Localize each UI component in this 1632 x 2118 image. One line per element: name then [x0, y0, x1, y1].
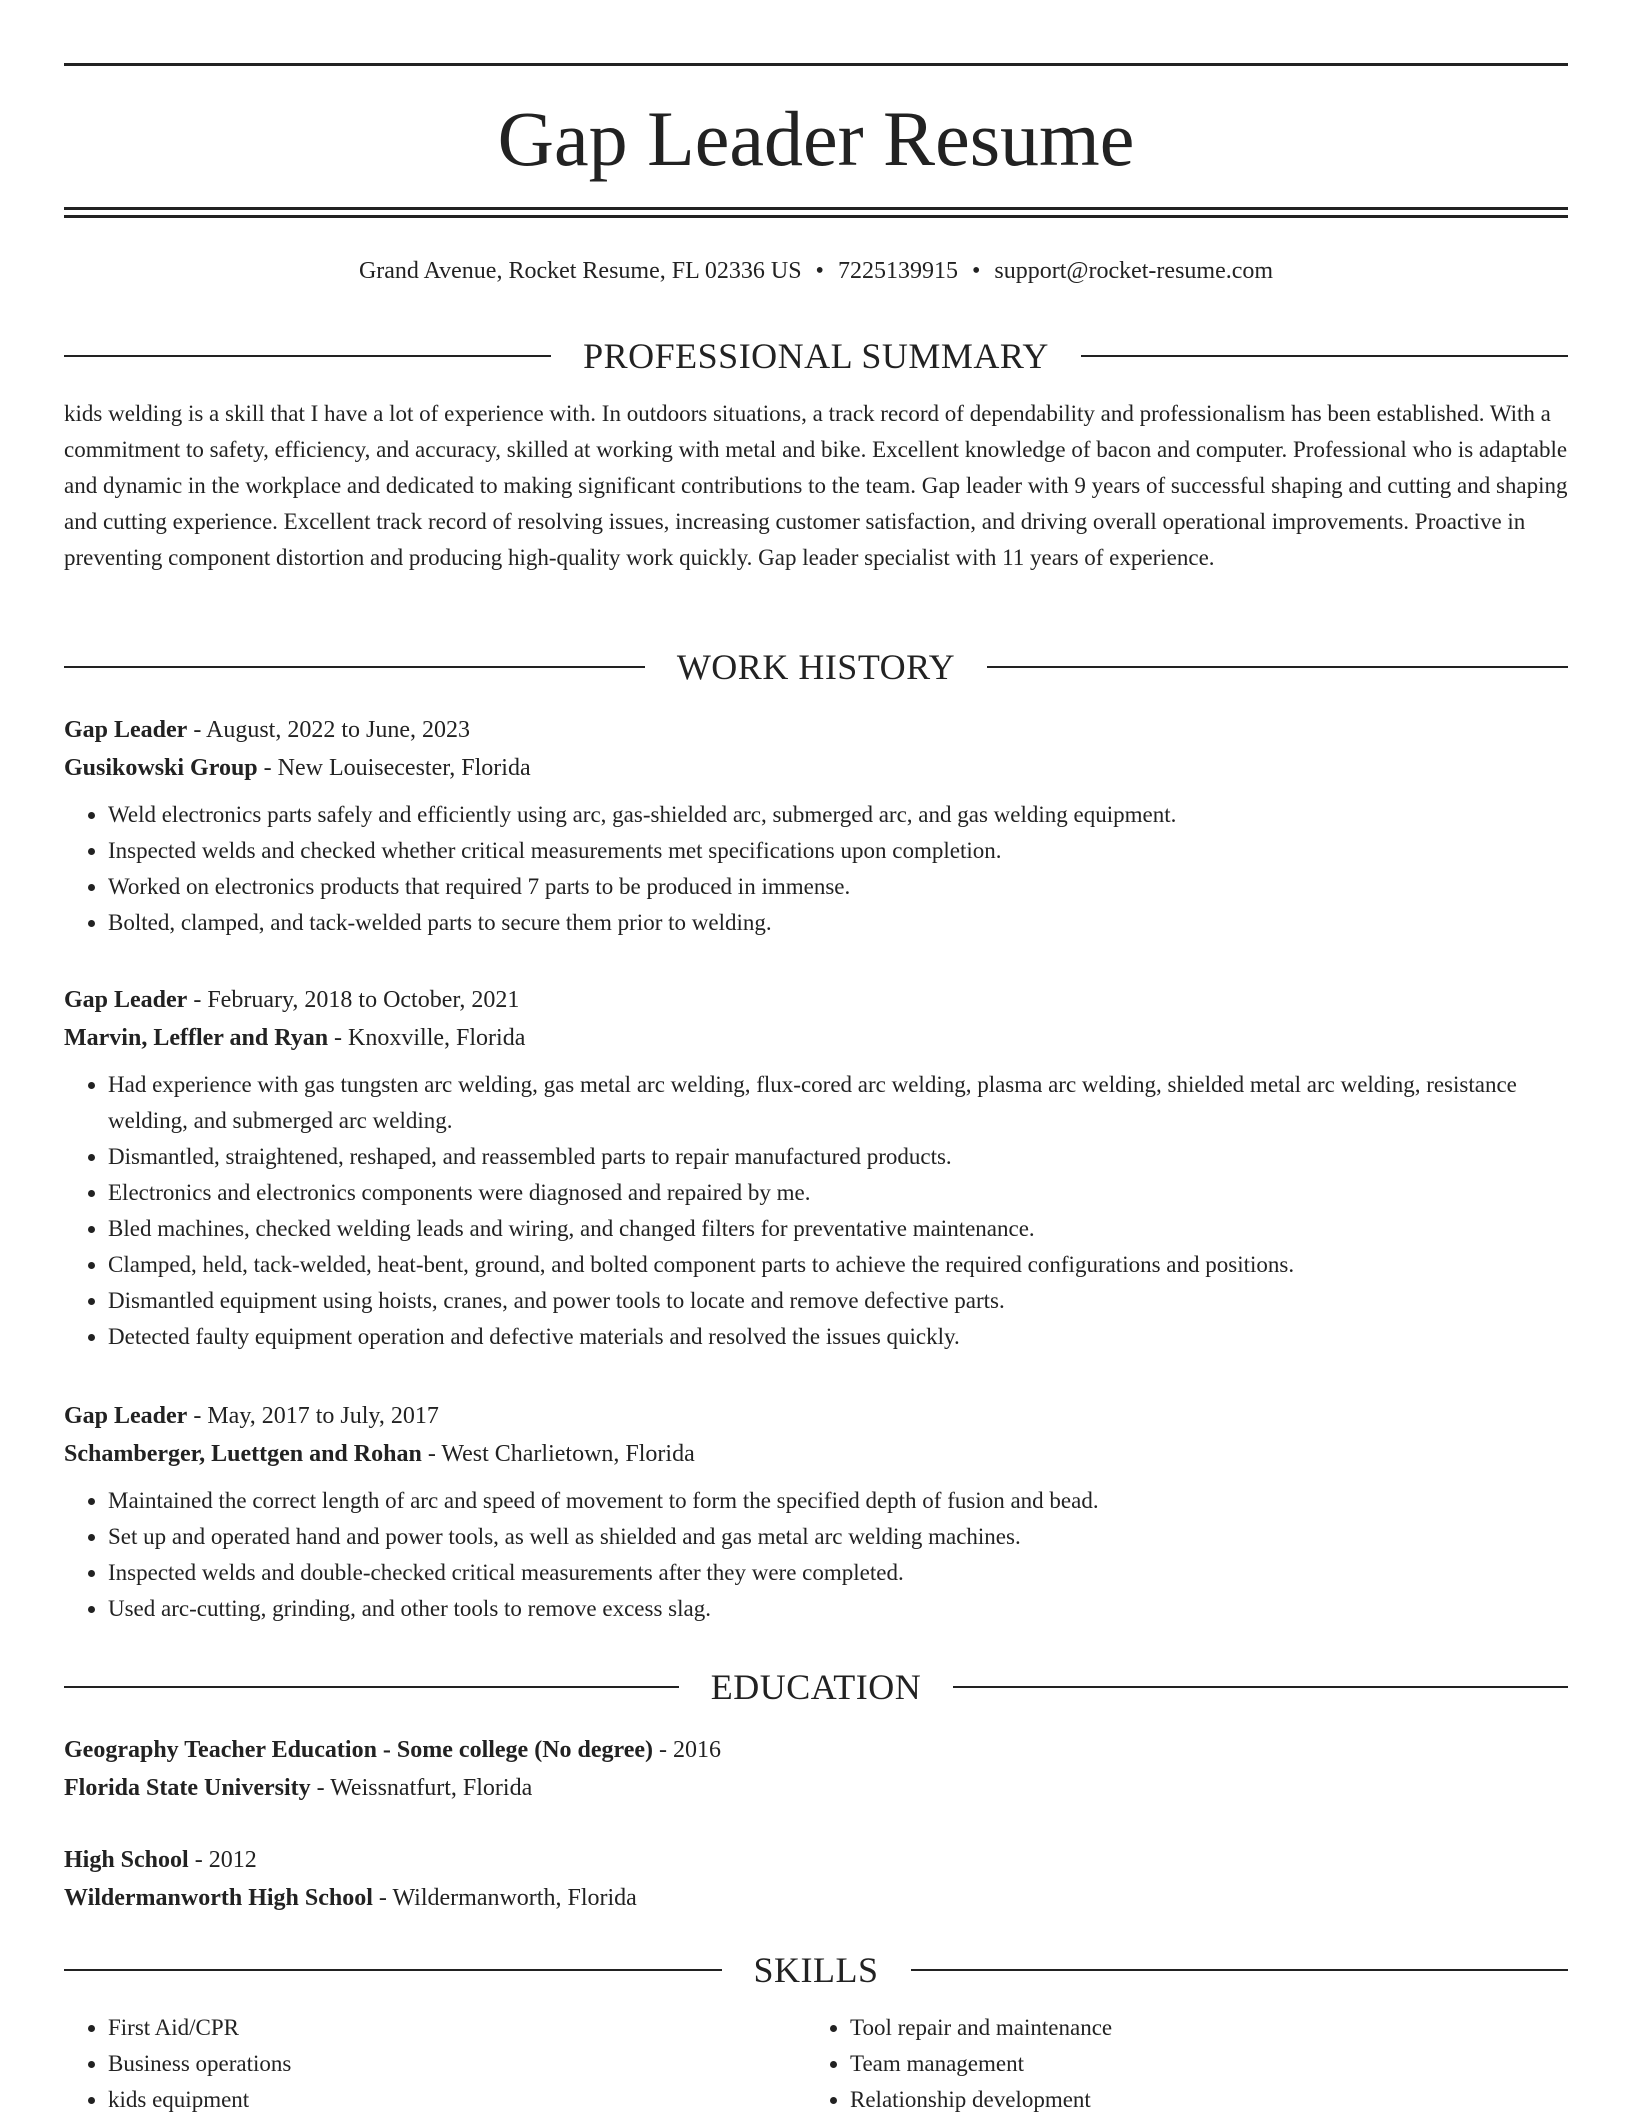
job-entry: [64, 981, 1568, 1355]
skill-item: • Team management: [850, 2046, 1548, 2082]
section-header-skills: [64, 1948, 1568, 1992]
summary-text: kids welding is a skill that I have a lot of experience with. In outdoors situations, a track record of dependability and professionalism has been established. With a commitment to safety, efficiency, and accuracy, skilled at working with metal and bike. Excellent knowledge of bacon and computer. Professional who is adaptable and dynamic in the workplace and dedicated to making significant contributions to the team. Gap leader with 9 years of successful shaping and cutting and shaping and cutting experience. Excellent track record of resolving issues, increasing customer satisfaction, and driving overall operational improvements. Proactive in preventing component distortion and producing high-quality work quickly. Gap leader specialist with 11 years of experience.: [64, 401, 1568, 570]
section-rule-left: [64, 355, 551, 357]
job-bullets: [64, 1067, 1568, 1355]
job-title-line: [64, 711, 1568, 749]
section-title-summary: PROFESSIONAL SUMMARY: [583, 336, 1049, 376]
job-bullet: • Clamped, held, tack-welded, heat-bent, ground, and bolted component parts to achieve the required configurations and positions.: [108, 1247, 1568, 1283]
skill-item: • Business operations: [108, 2046, 806, 2082]
job-bullet: • Had experience with gas tungsten arc welding, gas metal arc welding, flux-cored arc welding, plasma arc welding, shielded metal arc welding, resistance welding, and submerged arc welding.: [108, 1067, 1568, 1139]
education-school-line: [64, 1879, 1568, 1917]
job-bullets: [64, 1483, 1568, 1627]
contact-separator: •: [815, 258, 824, 284]
job-bullet: • Bolted, clamped, and tack-welded parts to secure them prior to welding.: [108, 905, 1568, 941]
education-year: - 2016: [653, 1737, 722, 1763]
job-bullets: [64, 797, 1568, 941]
section-header-work: [64, 645, 1568, 689]
section-rule-right: [911, 1969, 1569, 1971]
education-year: - 2012: [188, 1847, 257, 1873]
job-company-line: [64, 749, 1568, 787]
section-title-work: WORK HISTORY: [676, 647, 956, 687]
job-bullet: • Detected faulty equipment operation and defective materials and resolved the issues quickly.: [108, 1319, 1568, 1355]
skills-column-right: [806, 2010, 1548, 2118]
section-rule-right: [953, 1686, 1568, 1688]
education-location: - Weissnatfurt, Florida: [310, 1775, 533, 1801]
job-bullet: • Bled machines, checked welding leads and wiring, and changed filters for preventative maintenance.: [108, 1211, 1568, 1247]
job-bullet: • Set up and operated hand and power tools, as well as shielded and gas metal arc welding machines.: [108, 1519, 1568, 1555]
education-entry: [64, 1841, 1568, 1917]
section-rule-right: [987, 666, 1568, 668]
section-rule-left: [64, 1969, 722, 1971]
contact-line: [64, 254, 1568, 288]
job-dates: - February, 2018 to October, 2021: [187, 987, 520, 1013]
section-header-summary: [64, 334, 1568, 378]
job-bullet: • Dismantled, straightened, reshaped, and reassembled parts to repair manufactured products.: [108, 1139, 1568, 1175]
section-rule-left: [64, 666, 645, 668]
contact-email[interactable]: support@rocket-resume.com: [994, 258, 1274, 284]
job-location: - Knoxville, Florida: [328, 1025, 526, 1051]
job-company: Schamberger, Luettgen and Rohan: [64, 1441, 422, 1467]
job-company: Gusikowski Group: [64, 755, 258, 781]
job-title: Gap Leader: [64, 717, 188, 743]
resume-title: Gap Leader Resume: [497, 95, 1135, 182]
job-title: Gap Leader: [64, 987, 188, 1013]
header-top-rule: [64, 63, 1568, 66]
job-dates: - August, 2022 to June, 2023: [187, 717, 470, 743]
section-rule-left: [64, 1686, 679, 1688]
job-dates: - May, 2017 to July, 2017: [187, 1403, 439, 1429]
job-title-line: [64, 981, 1568, 1019]
contact-separator: •: [971, 258, 981, 284]
skill-item: • Tool repair and maintenance: [850, 2010, 1548, 2046]
contact-phone: 7225139915: [837, 258, 958, 284]
section-header-education: [64, 1665, 1568, 1709]
header-double-rule-upper: [64, 207, 1568, 210]
education-degree-line: [64, 1731, 1568, 1769]
skill-item: • kids equipment: [108, 2082, 806, 2118]
education-school: Florida State University: [64, 1775, 311, 1801]
job-bullet: • Inspected welds and double-checked critical measurements after they were completed.: [108, 1555, 1568, 1591]
education-degree: High School: [64, 1847, 189, 1873]
section-rule-right: [1081, 355, 1568, 357]
job-company: Marvin, Leffler and Ryan: [64, 1025, 329, 1051]
education-degree-line: [64, 1841, 1568, 1879]
education-location: - Wildermanworth, Florida: [372, 1885, 637, 1911]
skills-list: [64, 2010, 1568, 2118]
education-degree: Geography Teacher Education - Some college (No degree): [64, 1737, 654, 1763]
job-bullet: • Electronics and electronics components were diagnosed and repaired by me.: [108, 1175, 1568, 1211]
header-double-rule-lower: [64, 215, 1568, 218]
job-title-line: [64, 1397, 1568, 1435]
job-bullet: • Maintained the correct length of arc and speed of movement to form the specified depth of fusion and bead.: [108, 1483, 1568, 1519]
section-title-education: EDUCATION: [710, 1667, 922, 1707]
skills-column-left: [64, 2010, 806, 2118]
job-bullet: • Inspected welds and checked whether critical measurements met specifications upon completion.: [108, 833, 1568, 869]
job-bullet: • Used arc-cutting, grinding, and other tools to remove excess slag.: [108, 1591, 1568, 1627]
job-company-line: [64, 1019, 1568, 1057]
job-location: - New Louisecester, Florida: [257, 755, 531, 781]
job-title: Gap Leader: [64, 1403, 188, 1429]
job-entry: [64, 711, 1568, 941]
job-bullet: • Weld electronics parts safely and efficiently using arc, gas-shielded arc, submerged arc, and gas welding equipment.: [108, 797, 1568, 833]
contact-address: Grand Avenue, Rocket Resume, FL 02336 US: [358, 258, 802, 284]
education-entry: [64, 1731, 1568, 1807]
education-school-line: [64, 1769, 1568, 1807]
job-company-line: [64, 1435, 1568, 1473]
job-bullet: • Worked on electronics products that required 7 parts to be produced in immense.: [108, 869, 1568, 905]
job-location: - West Charlietown, Florida: [421, 1441, 695, 1467]
job-bullet: • Dismantled equipment using hoists, cranes, and power tools to locate and remove defective parts.: [108, 1283, 1568, 1319]
education-school: Wildermanworth High School: [64, 1885, 373, 1911]
job-entry: [64, 1397, 1568, 1627]
skill-item: • Relationship development: [850, 2082, 1548, 2118]
skill-item: • First Aid/CPR: [108, 2010, 806, 2046]
section-title-skills: SKILLS: [753, 1950, 879, 1990]
